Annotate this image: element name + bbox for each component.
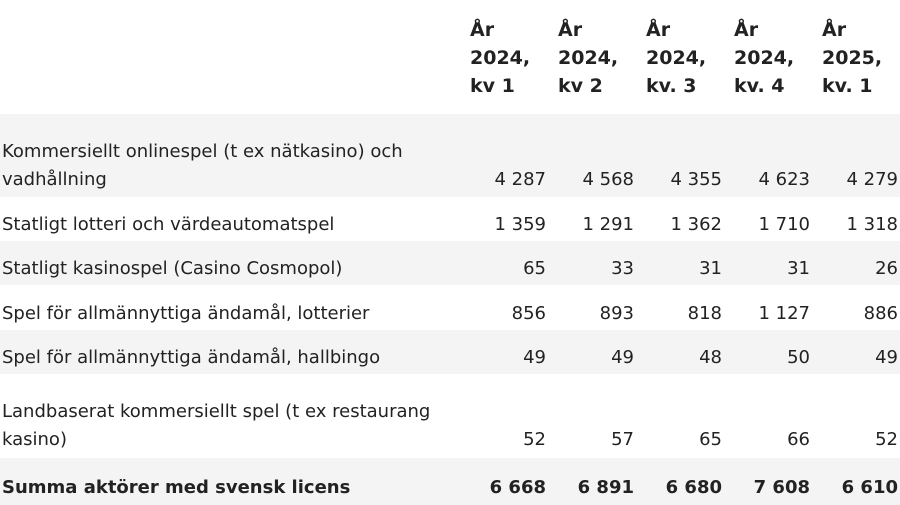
table-cell: 1 291 (582, 214, 634, 235)
row-label: Kommersiellt onlinespel (t ex nätkasino) och vadhållning (0, 114, 460, 197)
table-cell: 4 287 (460, 114, 548, 197)
total-row (0, 458, 900, 505)
table-cell: 4 568 (548, 114, 636, 197)
table-cell: 49 (460, 330, 548, 374)
table-cell: 1 710 (758, 214, 810, 235)
column-header: År 2024, kv 1 (470, 19, 531, 97)
table-cell: 33 (548, 241, 636, 285)
row-label: Landbaserat kommersiellt spel (t ex restaurang kasino) (2, 401, 431, 450)
column-header: År 2024, kv. 3 (646, 19, 707, 97)
total-cell: 6 610 (812, 458, 900, 505)
table-row (0, 330, 900, 374)
table-cell: 818 (687, 303, 722, 324)
total-cell: 7 608 (724, 458, 812, 505)
table-cell: 856 (511, 303, 546, 324)
row-label: Statligt lotteri och värdeautomatspel (2, 214, 335, 235)
table-row (0, 114, 900, 197)
row-label: Statligt kasinospel (Casino Cosmopol) (0, 241, 460, 285)
table-cell: 1 127 (758, 303, 810, 324)
total-cell: 6 668 (460, 458, 548, 505)
column-header: År 2024, kv 2 (558, 19, 619, 97)
table-cell: 1 359 (494, 214, 546, 235)
table-cell: 57 (611, 429, 634, 450)
table-cell: 31 (724, 241, 812, 285)
table-cell: 65 (460, 241, 548, 285)
total-cell: 6 891 (548, 458, 636, 505)
header-blank-cell (0, 0, 460, 114)
table-row (0, 197, 900, 241)
table-cell: 893 (599, 303, 634, 324)
table-cell: 4 355 (636, 114, 724, 197)
header-row (0, 0, 900, 114)
table-row (0, 241, 900, 285)
row-label: Spel för allmännyttiga ändamål, hallbingo (0, 330, 460, 374)
row-label: Spel för allmännyttiga ändamål, lotterier (2, 303, 370, 324)
table-cell: 49 (548, 330, 636, 374)
table-cell: 31 (636, 241, 724, 285)
table-cell: 49 (812, 330, 900, 374)
total-cell: 6 680 (636, 458, 724, 505)
table-cell: 52 (875, 429, 898, 450)
table-cell: 48 (636, 330, 724, 374)
table-row (0, 285, 900, 330)
table-cell: 4 623 (724, 114, 812, 197)
total-label: Summa aktörer med svensk licens (0, 458, 460, 505)
table-cell: 886 (863, 303, 898, 324)
table-cell: 50 (724, 330, 812, 374)
table-cell: 26 (812, 241, 900, 285)
column-header: År 2025, kv. 1 (822, 19, 883, 97)
table-row (0, 374, 900, 458)
table-cell: 4 279 (812, 114, 900, 197)
table-cell: 1 362 (670, 214, 722, 235)
table-cell: 66 (787, 429, 810, 450)
table-cell: 52 (523, 429, 546, 450)
table-cell: 1 318 (846, 214, 898, 235)
column-header: År 2024, kv. 4 (734, 19, 795, 97)
table-cell: 65 (699, 429, 722, 450)
